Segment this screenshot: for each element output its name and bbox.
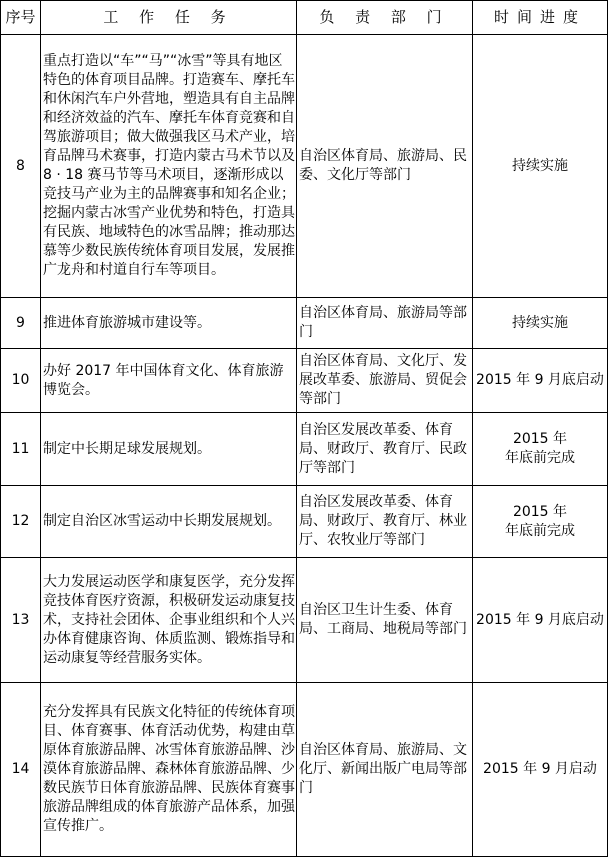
row-no: 11 bbox=[1, 413, 41, 486]
row-dept: 自治区发展改革委、体育局、财政厅、教育厅、林业厅、农牧业厅等部门 bbox=[297, 486, 473, 558]
row-task: 办好 2017 年中国体育文化、体育旅游博览会。 bbox=[41, 349, 297, 413]
row-no: 9 bbox=[1, 298, 41, 349]
row-time: 持续实施 bbox=[473, 35, 608, 298]
table-row bbox=[1, 683, 608, 857]
row-task: 充分发挥具有民族文化特征的传统体育项目、体育赛事、体育活动优势，构建由草原体育旅游品牌、冰雪体育旅游品牌、沙漠体育旅游品牌、森林体育旅游品牌、少数民族节日体育旅游品牌、民族体育赛事旅游品牌组成的体育旅游产品体系，加强宣传推广。 bbox=[41, 683, 297, 857]
table-row bbox=[1, 298, 608, 349]
row-time: 2015 年 9 月启动 bbox=[473, 683, 608, 857]
row-task: 制定中长期足球发展规划。 bbox=[41, 413, 297, 486]
row-task: 制定自治区冰雪运动中长期发展规划。 bbox=[41, 486, 297, 558]
row-no: 8 bbox=[1, 35, 41, 298]
row-dept: 自治区卫生计生委、体育局、工商局、地税局等部门 bbox=[297, 558, 473, 683]
table-row bbox=[1, 349, 608, 413]
header-task: 工 作 任 务 bbox=[41, 1, 297, 35]
row-task: 推进体育旅游城市建设等。 bbox=[41, 298, 297, 349]
row-dept: 自治区发展改革委、体育局、财政厅、教育厅、民政厅等部门 bbox=[297, 413, 473, 486]
row-time: 2015 年 年底前完成 bbox=[473, 486, 608, 558]
row-time: 2015 年 年底前完成 bbox=[473, 413, 608, 486]
header-dept: 负 责 部 门 bbox=[297, 1, 473, 35]
table-row bbox=[1, 413, 608, 486]
row-no: 13 bbox=[1, 558, 41, 683]
row-time: 2015 年 9 月底启动 bbox=[473, 558, 608, 683]
header-no: 序号 bbox=[1, 1, 41, 35]
row-no: 12 bbox=[1, 486, 41, 558]
row-dept: 自治区体育局、旅游局、文化厅、新闻出版广电局等部门 bbox=[297, 683, 473, 857]
row-time: 2015 年 9 月底启动 bbox=[473, 349, 608, 413]
table-row bbox=[1, 486, 608, 558]
row-no: 10 bbox=[1, 349, 41, 413]
row-no: 14 bbox=[1, 683, 41, 857]
row-dept: 自治区体育局、文化厅、发展改革委、旅游局、贸促会等部门 bbox=[297, 349, 473, 413]
row-dept: 自治区体育局、旅游局、民委、文化厅等部门 bbox=[297, 35, 473, 298]
row-task: 大力发展运动医学和康复医学，充分发挥竞技体育医疗资源，积极研发运动康复技术，支持社会团体、企事业组织和个人兴办体育健康咨询、体质监测、锻炼指导和运动康复等经营服务实体。 bbox=[41, 558, 297, 683]
table-row bbox=[1, 558, 608, 683]
table-header-row bbox=[1, 1, 608, 35]
row-dept: 自治区体育局、旅游局等部门 bbox=[297, 298, 473, 349]
row-task: 重点打造以“车”“马”“冰雪”等具有地区特色的体育项目品牌。打造赛车、摩托车和休闲汽车户外营地，塑造具有自主品牌和经济效益的汽车、摩托车体育竞赛和自驾旅游项目；做大做强我区马术产业，培育品牌马术赛事，打造内蒙古马术节以及 8 · 18 赛马节等马术项目，逐渐形成以竞技马产业为主的品牌赛事和知名企业；挖掘内蒙古冰雪产业优势和特色，打造具有民族、地域特色的冰雪品牌；推动那达慕等少数民族传统体育项目发展，发展推广龙舟和村道自行车等项目。 bbox=[41, 35, 297, 298]
header-time: 时间进度 bbox=[473, 1, 608, 35]
table-row bbox=[1, 35, 608, 298]
row-time: 持续实施 bbox=[473, 298, 608, 349]
